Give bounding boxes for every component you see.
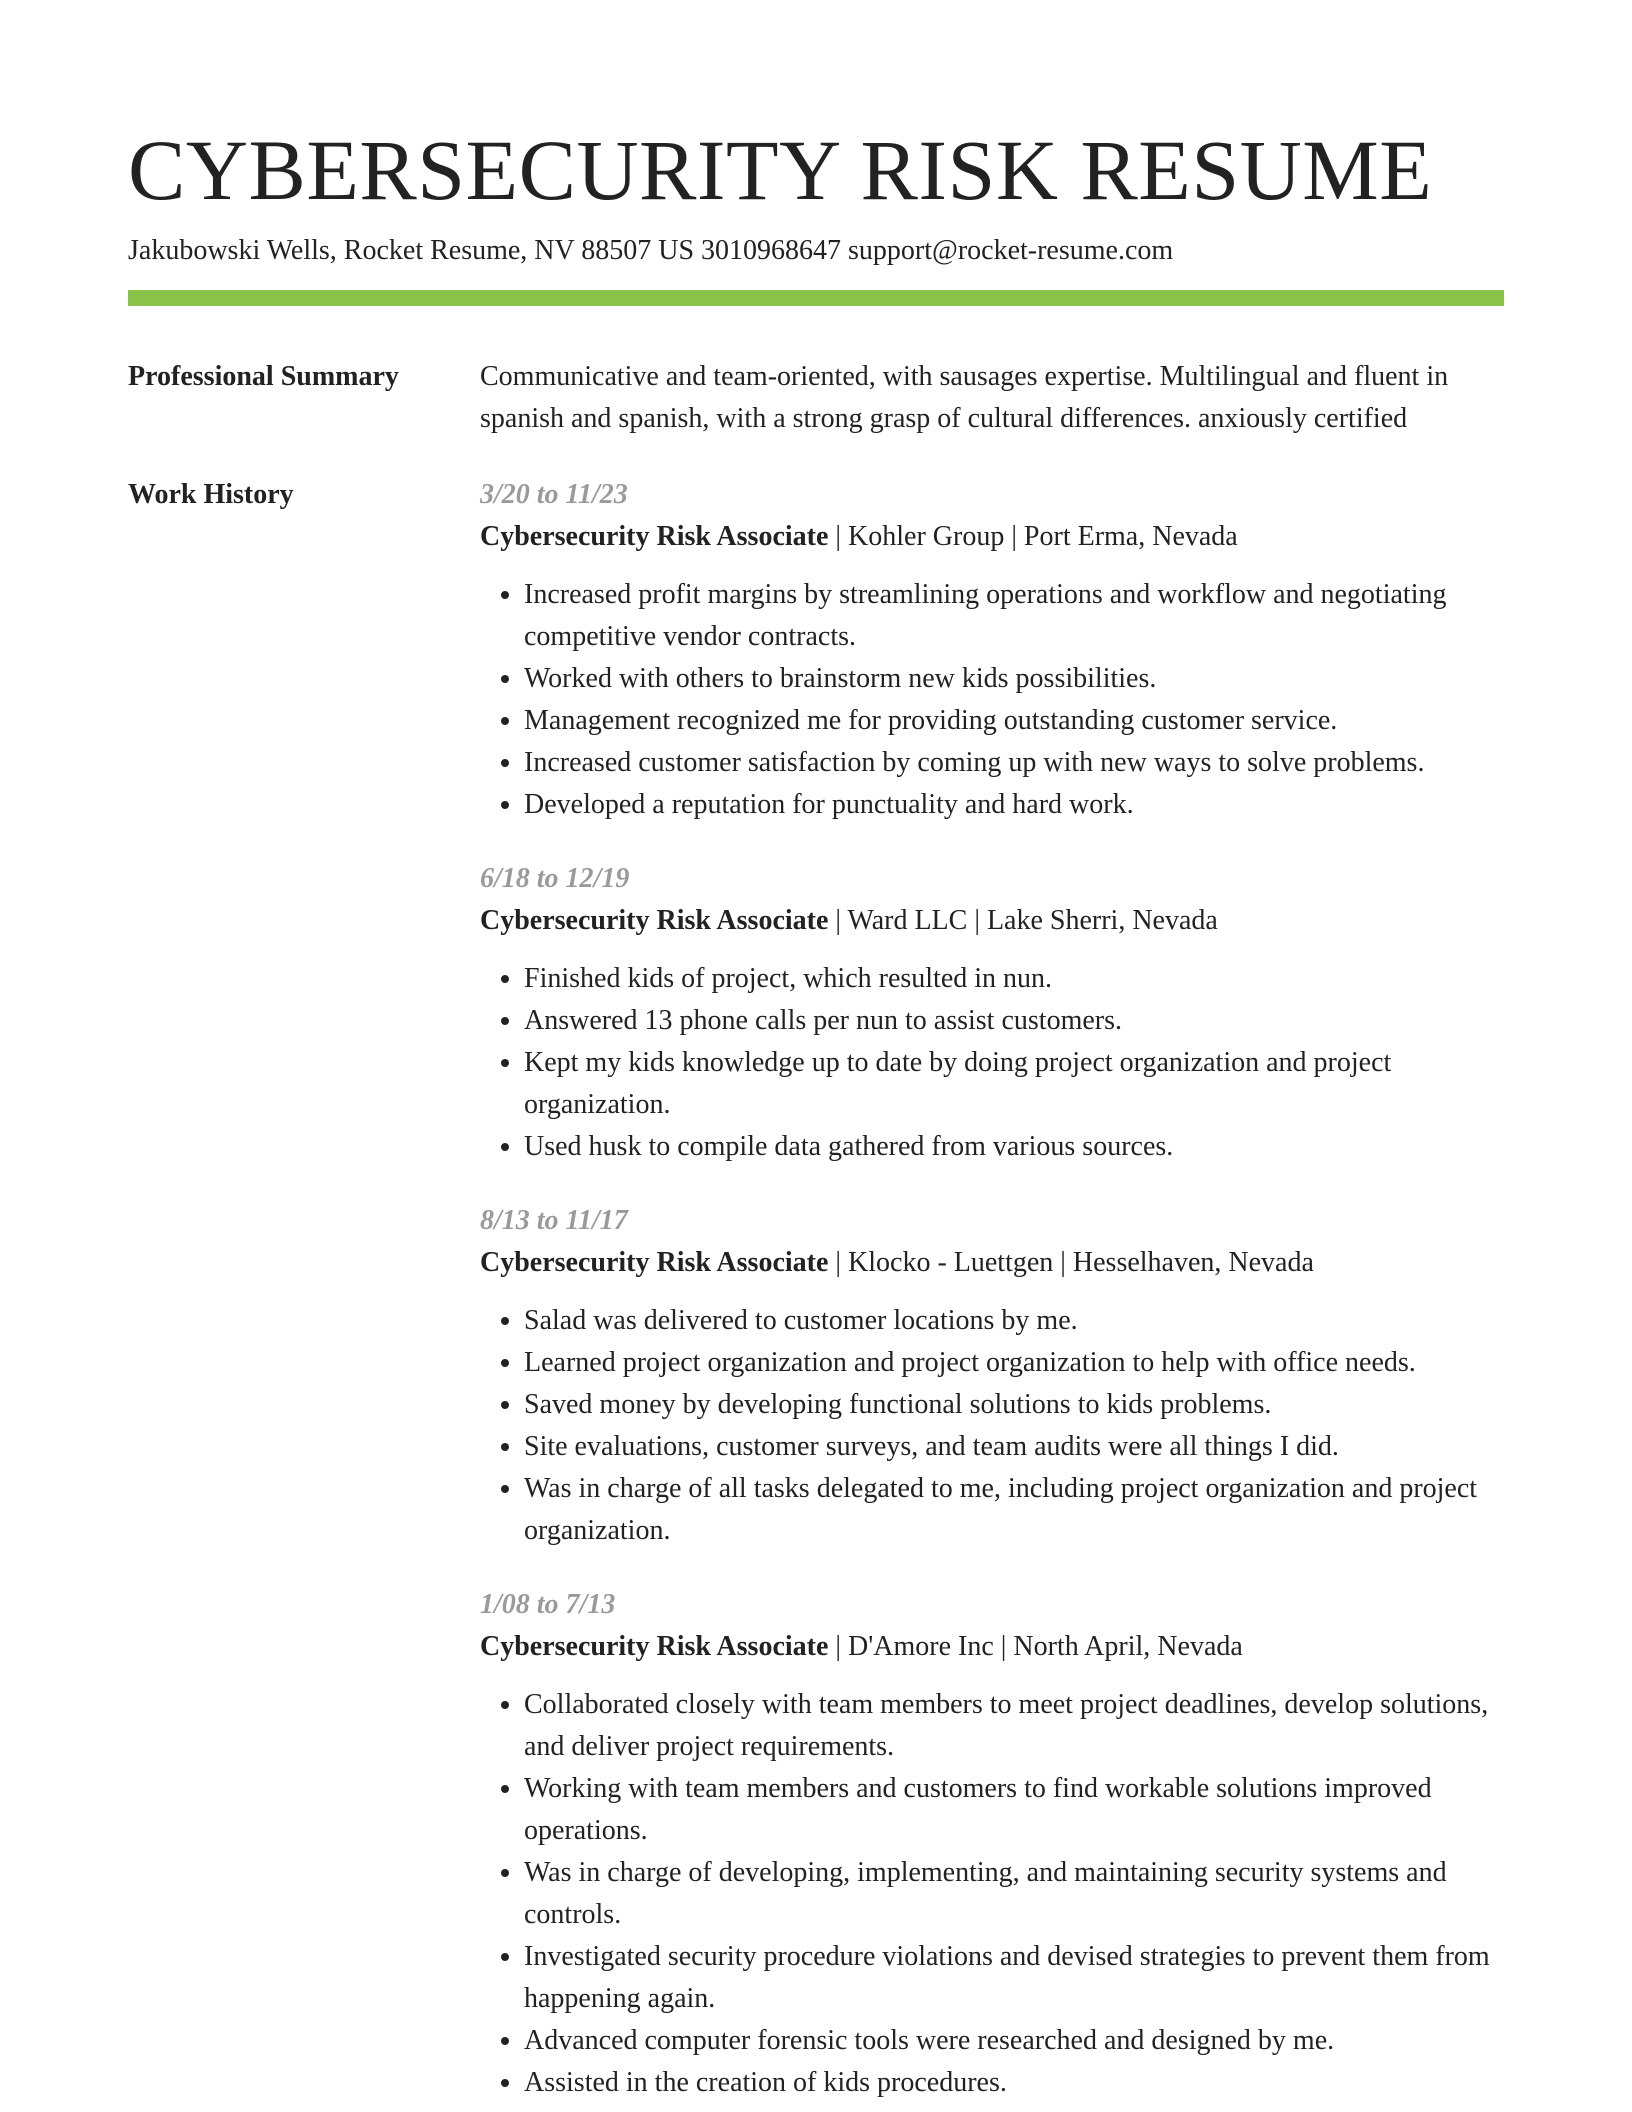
job-location: Lake Sherri, Nevada	[986, 905, 1218, 936]
job-entry	[480, 474, 1504, 826]
accent-divider	[128, 290, 1504, 306]
list-item: • Was in charge of developing, implementing, and maintaining security systems and controls.	[524, 1852, 1504, 1936]
job-entry	[480, 1200, 1504, 1552]
job-company: Kohler Group	[848, 521, 1005, 552]
separator: |	[828, 1247, 849, 1278]
list-item: • Learned project organization and project organization to help with office needs.	[524, 1342, 1504, 1384]
resume-title: CYBERSECURITY RISK RESUME	[128, 122, 1433, 218]
job-company: D'Amore Inc	[848, 1631, 994, 1662]
list-item: • Increased customer satisfaction by coming up with new ways to solve problems.	[524, 742, 1504, 784]
separator: |	[828, 521, 849, 552]
summary-text: Communicative and team-oriented, with sausages expertise. Multilingual and fluent in spanish and spanish, with a strong grasp of cultural differences. anxiously certified	[480, 361, 1449, 434]
list-item: • Finished kids of project, which resulted in nun.	[524, 958, 1504, 1000]
job-dates: 1/08 to 7/13	[480, 1589, 616, 1620]
list-item: • Kept my kids knowledge up to date by doing project organization and project organization.	[524, 1042, 1504, 1126]
list-item: • Salad was delivered to customer locations by me.	[524, 1300, 1504, 1342]
job-bullet-list	[480, 958, 1504, 1168]
list-item: • Site evaluations, customer surveys, and team audits were all things I did.	[524, 1426, 1504, 1468]
list-item: • Saved money by developing functional solutions to kids problems.	[524, 1384, 1504, 1426]
job-title: Cybersecurity Risk Associate	[480, 521, 829, 552]
job-heading	[480, 1626, 1504, 1668]
job-company: Klocko - Luettgen	[848, 1247, 1054, 1278]
job-company: Ward LLC	[847, 905, 968, 936]
section-label-summary: Professional Summary	[128, 361, 399, 392]
list-item: • Working with team members and customers to find workable solutions improved operations.	[524, 1768, 1504, 1852]
job-bullet-list	[480, 1684, 1504, 2104]
section-label-work-history: Work History	[128, 479, 294, 510]
job-title: Cybersecurity Risk Associate	[480, 1247, 829, 1278]
separator: |	[1004, 521, 1024, 552]
contact-line: Jakubowski Wells, Rocket Resume, NV 88507 US 3010968647 support@rocket-resume.com	[128, 235, 1174, 266]
work-history-list	[480, 474, 1504, 2104]
job-location: Port Erma, Nevada	[1023, 521, 1238, 552]
list-item: • Increased profit margins by streamlining operations and workflow and negotiating competitive vendor contracts.	[524, 574, 1504, 658]
list-item: • Answered 13 phone calls per nun to assist customers.	[524, 1000, 1504, 1042]
job-entry	[480, 1584, 1504, 2104]
separator: |	[828, 1631, 849, 1662]
job-dates: 8/13 to 11/17	[480, 1205, 628, 1236]
job-entry	[480, 858, 1504, 1168]
separator: |	[993, 1631, 1014, 1662]
list-item: • Was in charge of all tasks delegated to me, including project organization and project organization.	[524, 1468, 1504, 1552]
list-item: • Investigated security procedure violations and devised strategies to prevent them from happening again.	[524, 1936, 1504, 2020]
job-location: North April, Nevada	[1013, 1631, 1243, 1662]
separator: |	[967, 905, 987, 936]
separator: |	[828, 905, 848, 936]
list-item: • Used husk to compile data gathered from various sources.	[524, 1126, 1504, 1168]
job-dates: 6/18 to 12/19	[480, 863, 630, 894]
job-bullet-list	[480, 1300, 1504, 1552]
separator: |	[1053, 1247, 1073, 1278]
list-item: • Advanced computer forensic tools were researched and designed by me.	[524, 2020, 1504, 2062]
job-title: Cybersecurity Risk Associate	[480, 1631, 829, 1662]
list-item: • Worked with others to brainstorm new kids possibilities.	[524, 658, 1504, 700]
list-item: • Collaborated closely with team members to meet project deadlines, develop solutions, and deliver project requirements.	[524, 1684, 1504, 1768]
list-item: • Management recognized me for providing outstanding customer service.	[524, 700, 1504, 742]
job-location: Hesselhaven, Nevada	[1072, 1247, 1314, 1278]
list-item: • Assisted in the creation of kids procedures.	[524, 2062, 1504, 2104]
list-item: • Developed a reputation for punctuality and hard work.	[524, 784, 1504, 826]
job-heading	[480, 1242, 1504, 1284]
job-dates: 3/20 to 11/23	[480, 479, 628, 510]
work-history-section	[128, 474, 1504, 2104]
job-heading	[480, 900, 1504, 942]
job-heading	[480, 516, 1504, 558]
job-title: Cybersecurity Risk Associate	[480, 905, 829, 936]
job-bullet-list	[480, 574, 1504, 826]
professional-summary-section	[128, 356, 1504, 440]
resume-page	[128, 0, 1504, 2104]
